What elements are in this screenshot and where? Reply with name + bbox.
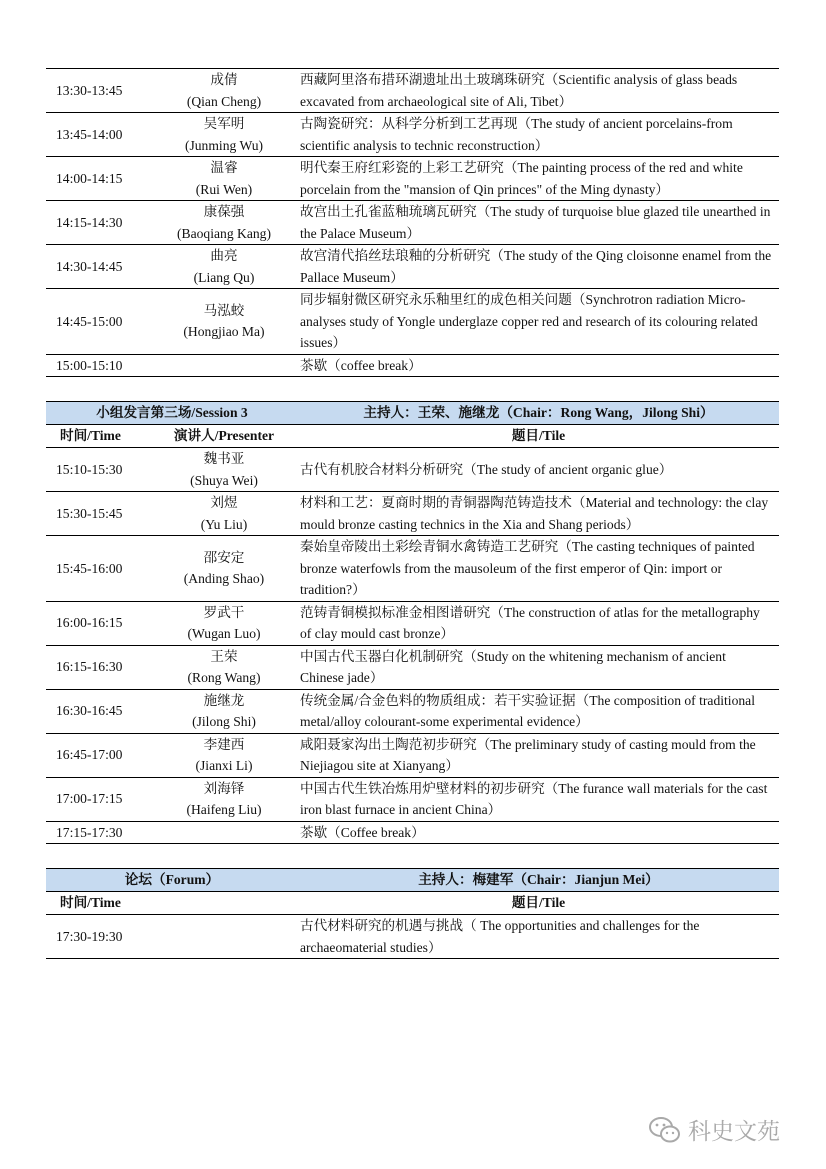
talk-time: 17:15-17:30 — [46, 821, 150, 844]
talk-title: 同步辐射微区研究永乐釉里红的成色相关问题（Synchrotron radiation Micro-analyses study of Yongle underglaze copper red and research of its colouring related issues） — [298, 289, 779, 355]
presenter-cell — [150, 492, 298, 536]
presenter-cell — [150, 448, 298, 492]
talk-title: 材料和工艺：夏商时期的青铜器陶范铸造技术（Material and technology: the clay mould bronze casting technics in the Xia and Shang periods） — [298, 492, 779, 536]
talk-time: 15:10-15:30 — [46, 448, 150, 492]
table-row — [46, 245, 779, 289]
talk-title: 秦始皇帝陵出土彩绘青铜水禽铸造工艺研究（The casting techniques of painted bronze waterfowls from the mausoleum of the first emperor of Qin: import or tradition?） — [298, 536, 779, 602]
table-row — [46, 915, 779, 959]
talk-title: 西藏阿里洛布措环湖遗址出土玻璃珠研究（Scientific analysis of glass beads excavated from archaeological site of Ali, Tibet） — [298, 69, 779, 113]
forum-table — [46, 868, 779, 959]
presenter-cell — [150, 536, 298, 602]
presenter-cell — [150, 354, 298, 377]
table-row — [46, 492, 779, 536]
table-row — [46, 601, 779, 645]
talk-time: 16:30-16:45 — [46, 689, 150, 733]
table-row — [46, 113, 779, 157]
forum-col-time-header: 时间/Time — [46, 892, 150, 915]
table-row — [46, 689, 779, 733]
presenter-cell — [150, 157, 298, 201]
presenter-cell — [150, 915, 298, 959]
table-row — [46, 354, 779, 377]
wechat-watermark — [648, 1113, 780, 1146]
presenter-english-name: (Yu Liu) — [200, 516, 248, 532]
session3-band — [46, 402, 779, 425]
presenter-english-name: (Qian Cheng) — [186, 93, 262, 109]
presenter-chinese-name: 李建西 — [203, 736, 245, 752]
table-row — [46, 777, 779, 821]
table-row — [46, 69, 779, 113]
presenter-english-name: (Jianxi Li) — [195, 758, 253, 773]
forum-chair: 主持人：梅建军（Chair：Jianjun Mei） — [298, 869, 779, 892]
talk-title: 中国古代生铁冶炼用炉壁材料的初步研究（The furance wall materials for the cast iron blast furnace in ancient China） — [298, 777, 779, 821]
col-title-header: 题目/Tile — [298, 425, 779, 448]
talk-time: 14:30-14:45 — [46, 245, 150, 289]
talk-title: 古代有机胶合材料分析研究（The study of ancient organic glue） — [298, 448, 779, 492]
presenter-chinese-name: 成倩 — [210, 72, 238, 87]
presenter-english-name: (Shuya Wei) — [190, 472, 258, 488]
presenter-chinese-name: 马泓蛟 — [203, 302, 245, 318]
presenter-chinese-name: 刘海铎 — [203, 780, 245, 796]
presenter-chinese-name: 罗武干 — [203, 604, 245, 620]
col-time-header: 时间/Time — [46, 425, 150, 448]
presenter-cell — [150, 689, 298, 733]
presenter-chinese-name: 吴军明 — [203, 116, 245, 131]
session3-chair: 主持人：王荣、施继龙（Chair：Rong Wang，Jilong Shi） — [298, 402, 779, 425]
presenter-cell — [150, 601, 298, 645]
table-row — [46, 289, 779, 355]
presenter-cell — [150, 777, 298, 821]
presenter-english-name: (Haifeng Liu) — [186, 802, 262, 817]
table-row — [46, 448, 779, 492]
presenter-english-name: (Junming Wu) — [184, 137, 264, 153]
watermark-text: 科史文苑 — [688, 1119, 780, 1145]
presenter-chinese-name: 刘煜 — [210, 495, 238, 510]
talk-time: 16:15-16:30 — [46, 645, 150, 689]
session3-table — [46, 401, 779, 844]
presenter-chinese-name: 曲亮 — [210, 248, 238, 263]
table-row — [46, 821, 779, 844]
presenter-cell — [150, 245, 298, 289]
talk-time: 14:15-14:30 — [46, 201, 150, 245]
talk-time: 17:00-17:15 — [46, 777, 150, 821]
talk-title: 咸阳聂家沟出土陶范初步研究（The preliminary study of casting mould from the Niejiagou site at Xianyang） — [298, 733, 779, 777]
presenter-cell — [150, 645, 298, 689]
presenter-chinese-name: 邵安定 — [203, 549, 245, 565]
presenter-chinese-name: 王荣 — [210, 648, 238, 664]
presenter-cell — [150, 821, 298, 844]
presenter-cell — [150, 289, 298, 355]
talk-time: 15:30-15:45 — [46, 492, 150, 536]
presenter-english-name: (Anding Shao) — [183, 571, 265, 587]
presenter-cell — [150, 201, 298, 245]
table-row — [46, 201, 779, 245]
presenter-english-name: (Wugan Luo) — [187, 626, 261, 641]
presenter-cell — [150, 69, 298, 113]
table-row — [46, 733, 779, 777]
forum-name: 论坛（Forum） — [46, 869, 298, 892]
session2-table — [46, 68, 779, 377]
presenter-cell — [150, 113, 298, 157]
talk-title: 故宫出土孔雀蓝釉琉璃瓦研究（The study of turquoise blue glazed tile unearthed in the Palace Museum） — [298, 201, 779, 245]
talk-time: 13:30-13:45 — [46, 69, 150, 113]
presenter-chinese-name: 温睿 — [210, 160, 238, 175]
presenter-english-name: (Liang Qu) — [193, 269, 255, 285]
talk-time: 16:45-17:00 — [46, 733, 150, 777]
talk-title: 明代秦王府红彩瓷的上彩工艺研究（The painting process of the red and white porcelain from the "mansion of Qin princes" of the Ming dynasty） — [298, 157, 779, 201]
presenter-chinese-name: 康葆强 — [203, 204, 245, 219]
talk-time: 14:00-14:15 — [46, 157, 150, 201]
presenter-english-name: (Baoqiang Kang) — [177, 225, 271, 241]
table-row — [46, 536, 779, 602]
presenter-cell — [150, 733, 298, 777]
presenter-english-name: (Rong Wang) — [187, 670, 261, 685]
presenter-english-name: (Rui Wen) — [195, 181, 253, 197]
talk-title: 茶歇（coffee break） — [298, 354, 779, 377]
talk-title: 茶歇（Coffee break） — [298, 821, 779, 844]
presenter-chinese-name: 施继龙 — [203, 692, 245, 708]
talk-title: 故宫清代掐丝珐琅釉的分析研究（The study of the Qing cloisonne enamel from the Pallace Museum） — [298, 245, 779, 289]
talk-time: 17:30-19:30 — [46, 915, 150, 959]
session3-name: 小组发言第三场/Session 3 — [46, 402, 298, 425]
talk-time: 13:45-14:00 — [46, 113, 150, 157]
talk-title: 中国古代玉器白化机制研究（Study on the whitening mechanism of ancient Chinese jade） — [298, 645, 779, 689]
forum-col-title-header: 题目/Tile — [298, 892, 779, 915]
presenter-english-name: (Jilong Shi) — [192, 714, 256, 729]
talk-title: 范铸青铜模拟标准金相图谱研究（The construction of atlas for the metallography of clay mould cast bronze） — [298, 601, 779, 645]
forum-header-row — [46, 892, 779, 915]
talk-time: 15:45-16:00 — [46, 536, 150, 602]
program-page — [46, 68, 779, 959]
presenter-chinese-name: 魏书亚 — [203, 451, 245, 466]
wechat-logo-icon — [648, 1115, 682, 1145]
talk-title: 古代材料研究的机遇与挑战（ The opportunities and challenges for the archaeomaterial studies） — [298, 915, 779, 959]
col-presenter-header: 演讲人/Presenter — [150, 425, 298, 448]
talk-time: 14:45-15:00 — [46, 289, 150, 355]
presenter-english-name: (Hongjiao Ma) — [183, 324, 265, 340]
table-row — [46, 157, 779, 201]
talk-time: 16:00-16:15 — [46, 601, 150, 645]
session3-header-row — [46, 425, 779, 448]
talk-title: 古陶瓷研究：从科学分析到工艺再现（The study of ancient porcelains-from scientific analysis to technic reconstruction） — [298, 113, 779, 157]
talk-title: 传统金属/合金色料的物质组成：若干实验证据（The composition of traditional metal/alloy colourant-some experimental evidence） — [298, 689, 779, 733]
talk-time: 15:00-15:10 — [46, 354, 150, 377]
forum-band — [46, 869, 779, 892]
table-row — [46, 645, 779, 689]
